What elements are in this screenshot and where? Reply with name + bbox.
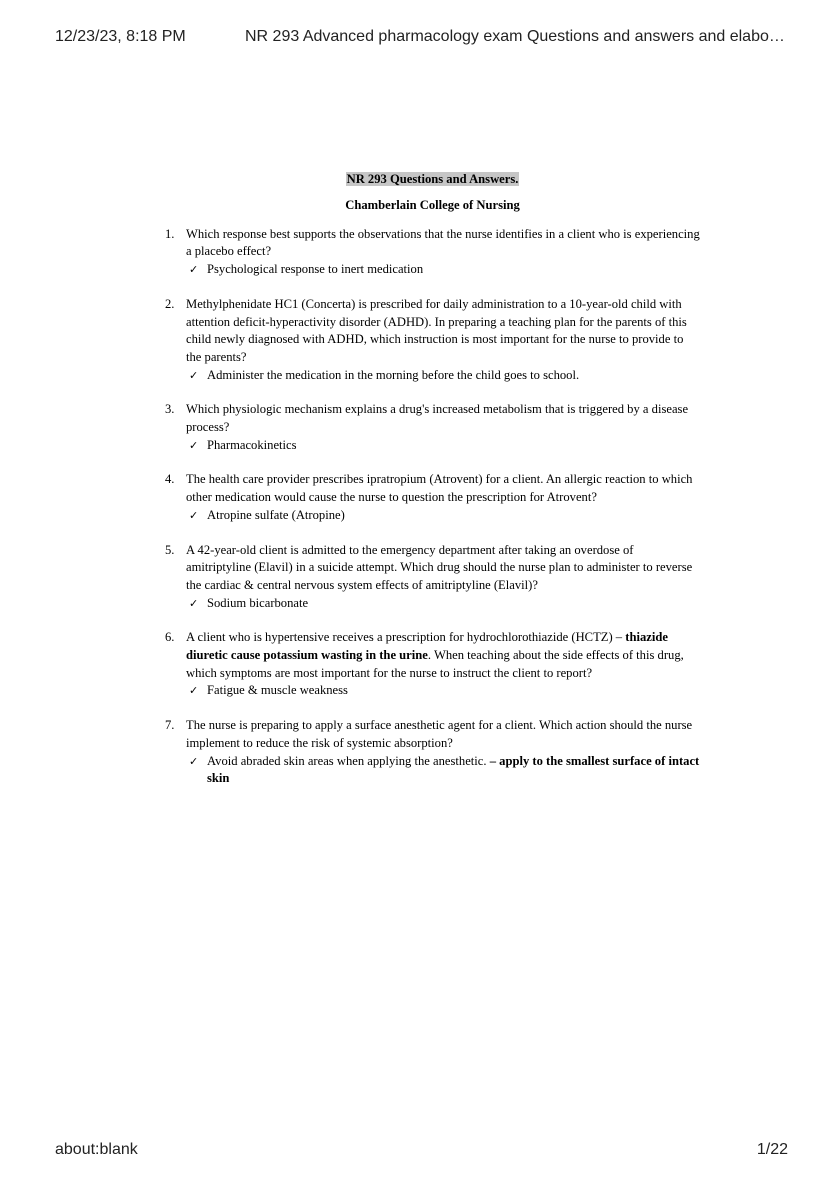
- print-page-title: NR 293 Advanced pharmacology exam Questions and answers and elabo…: [245, 28, 785, 45]
- question-number: 5.: [165, 542, 175, 557]
- question-text-after: . When teaching about the side effects of this drug, which symptoms are most important for the nurse to instruct the client to report?: [186, 648, 684, 680]
- answer-text: Pharmacokinetics: [207, 437, 297, 452]
- question-item-4: [165, 471, 700, 524]
- question-text-bold: thiazide diuretic cause potassium wasting in the urine: [186, 630, 668, 663]
- check-icon: ✓: [189, 754, 199, 768]
- question-list: [165, 226, 700, 788]
- check-icon: ✓: [189, 438, 199, 452]
- answer-text: Administer the medication in the morning before the child goes to school.: [207, 367, 580, 382]
- answer: [186, 437, 700, 455]
- question-item-5: [165, 542, 700, 613]
- answer: [186, 261, 700, 279]
- question-text: The health care provider prescribes ipratropium (Atrovent) for a client. An allergic reaction to which other medication would cause the nurse to question the prescription for Atrovent?: [186, 472, 693, 505]
- check-icon: ✓: [189, 684, 199, 698]
- document-title-text: NR 293 Questions and Answers.: [346, 172, 519, 186]
- question-text-before: A client who is hypertensive receives a prescription for hydrochlorothiazide (HCTZ) –: [186, 630, 623, 645]
- answer: [186, 753, 700, 788]
- question-number: 4.: [165, 472, 175, 487]
- page-number: 1/22: [756, 1141, 788, 1158]
- question-number: 6.: [165, 630, 175, 645]
- print-datetime: 12/23/23, 8:18 PM: [55, 28, 186, 45]
- answer-text: Avoid abraded skin areas when applying the anesthetic.: [207, 753, 487, 768]
- answer-text-bold: – apply to the smallest surface of intact skin: [207, 753, 700, 786]
- check-icon: ✓: [189, 368, 199, 382]
- print-header: [55, 28, 785, 50]
- question-text: The nurse is preparing to apply a surface anesthetic agent for a client. Which action should the nurse implement to reduce the risk of systemic absorption?: [186, 718, 693, 750]
- question-number: 3.: [165, 402, 175, 417]
- answer: [186, 507, 700, 525]
- document-title: [165, 171, 700, 189]
- check-icon: ✓: [189, 508, 199, 522]
- answer: [186, 367, 700, 385]
- print-url: about:blank: [55, 1141, 138, 1158]
- document-subtitle: Chamberlain College of Nursing: [345, 198, 520, 212]
- answer-text: Psychological response to inert medication: [207, 262, 424, 277]
- check-icon: ✓: [189, 263, 199, 277]
- document-body: [165, 171, 700, 805]
- answer: [186, 595, 700, 613]
- question-text: [186, 629, 700, 682]
- question-text: Methylphenidate HC1 (Concerta) is prescribed for daily administration to a 10-year-old child with attention deficit-hyperactivity disorder (ADHD). In preparing a teaching plan for the parents of this child newly diagnosed with ADHD, which instruction is most important for the nurse to provide to the parents?: [186, 296, 687, 364]
- answer-text: Fatigue & muscle weakness: [207, 683, 348, 698]
- answer-text: Atropine sulfate (Atropine): [207, 507, 345, 522]
- question-text: Which physiologic mechanism explains a drug's increased metabolism that is triggered by a disease process?: [186, 402, 689, 435]
- question-text: Which response best supports the observations that the nurse identifies in a client who is experiencing a placebo effect?: [186, 226, 700, 259]
- question-item-7: [165, 717, 700, 788]
- check-icon: ✓: [189, 596, 199, 610]
- question-item-3: [165, 401, 700, 454]
- question-number: 7.: [165, 718, 175, 733]
- question-number: 2.: [165, 296, 175, 311]
- question-item-1: [165, 226, 700, 279]
- question-text: A 42-year-old client is admitted to the emergency department after taking an overdose of amitriptyline (Elavil) in a suicide attempt. Which drug should the nurse plan to administer to reverse the cardiac & central nervous system effects of amitriptyline (Elavil)?: [186, 542, 693, 592]
- answer-text: Sodium bicarbonate: [207, 595, 309, 610]
- question-item-2: [165, 296, 700, 385]
- question-number: 1.: [165, 226, 175, 241]
- answer: [186, 682, 700, 700]
- question-item-6: [165, 629, 700, 700]
